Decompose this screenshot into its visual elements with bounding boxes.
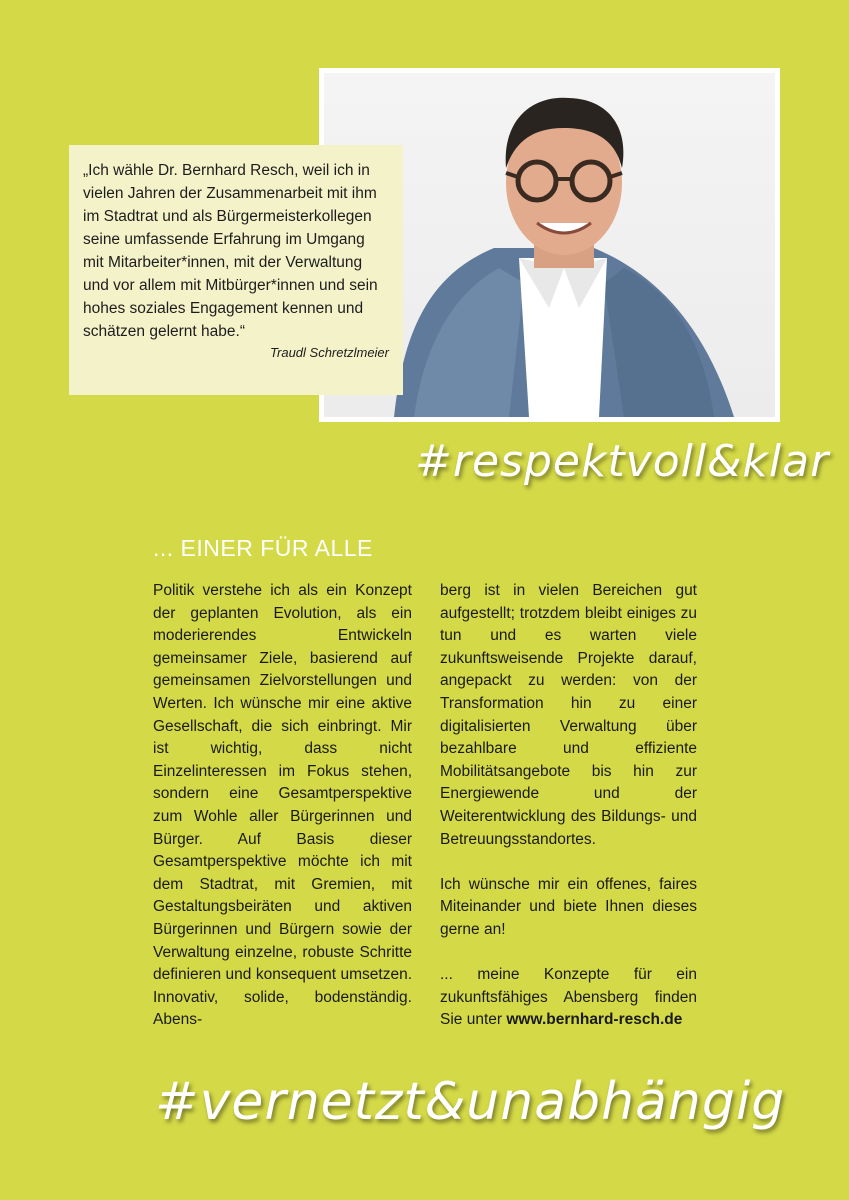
text-column-right xyxy=(440,580,697,1032)
right-column-paragraph-2: Ich wünsche mir ein offenes, faires Miteinander und biete Ihnen dieses gerne an! xyxy=(440,875,697,938)
quote-text: „Ich wähle Dr. Bernhard Resch, weil ich in vielen Jahren der Zusammenarbeit mit ihm im Stadtrat und als Bürgermeisterkollegen seine umfassende Erfahrung im Umgang mit Mitarbeiter*innen, mit der Verwaltung und vor allem mit Mitbürger*innen und sein hohes soziales Engagement kennen und schätzen gelernt habe.“ xyxy=(83,162,378,340)
website-link[interactable]: www.bernhard-resch.de xyxy=(506,1011,683,1029)
text-column-left xyxy=(153,580,412,1032)
quote-author: Traudl Schretzlmeier xyxy=(270,345,389,360)
section-heading: ... EINER FÜR ALLE xyxy=(153,535,373,561)
quote-box xyxy=(69,145,403,395)
website-prefix: ... meine Konzepte für ein zukunftsfähiges Abensberg finden Sie unter xyxy=(440,966,697,1029)
left-column-paragraph: Politik verstehe ich als ein Konzept der geplanten Evolution, als ein moderierendes Entwickeln gemeinsamer Ziele, basierend auf gemeinsamen Zielvorstellungen und Werten. Ich wünsche mir eine aktive Gesellschaft, die sich einbringt. Mir ist wichtig, dass nicht Einzelinteressen im Fokus stehen, sondern eine Gesamtperspektive zum Wohle aller Bürgerinnen und Bürger. Auf Basis dieser Gesamtperspektive möchte ich mit dem Stadtrat, mit Gremien, mit Gestaltungsbeiräten und aktiven Bürgerinnen und Bürgern sowie der Verwaltung einzelne, robuste Schritte definieren und konsequent umsetzen. Innovativ, solide, bodenständig. Abens- xyxy=(153,582,412,1029)
right-column-paragraph-3 xyxy=(440,964,697,1032)
right-column-paragraph-1: berg ist in vielen Bereichen gut aufgestellt; trotzdem bleibt einiges zu tun und es warten viele zukunftsweisende Projekte darauf, angepackt zu werden: von der Transformation hin zu einer digitalisierten Verwaltung über bezahlbare und effiziente Mobilitätsangebote bis hin zur Energiewende und der Weiterentwicklung des Bildungs- und Betreuungsstandortes. xyxy=(440,582,697,848)
hashtag-respektvoll-klar: #respektvoll&klar xyxy=(415,436,830,487)
hashtag-vernetzt-unabhaengig: #vernetzt&unabhängig xyxy=(155,1072,786,1132)
